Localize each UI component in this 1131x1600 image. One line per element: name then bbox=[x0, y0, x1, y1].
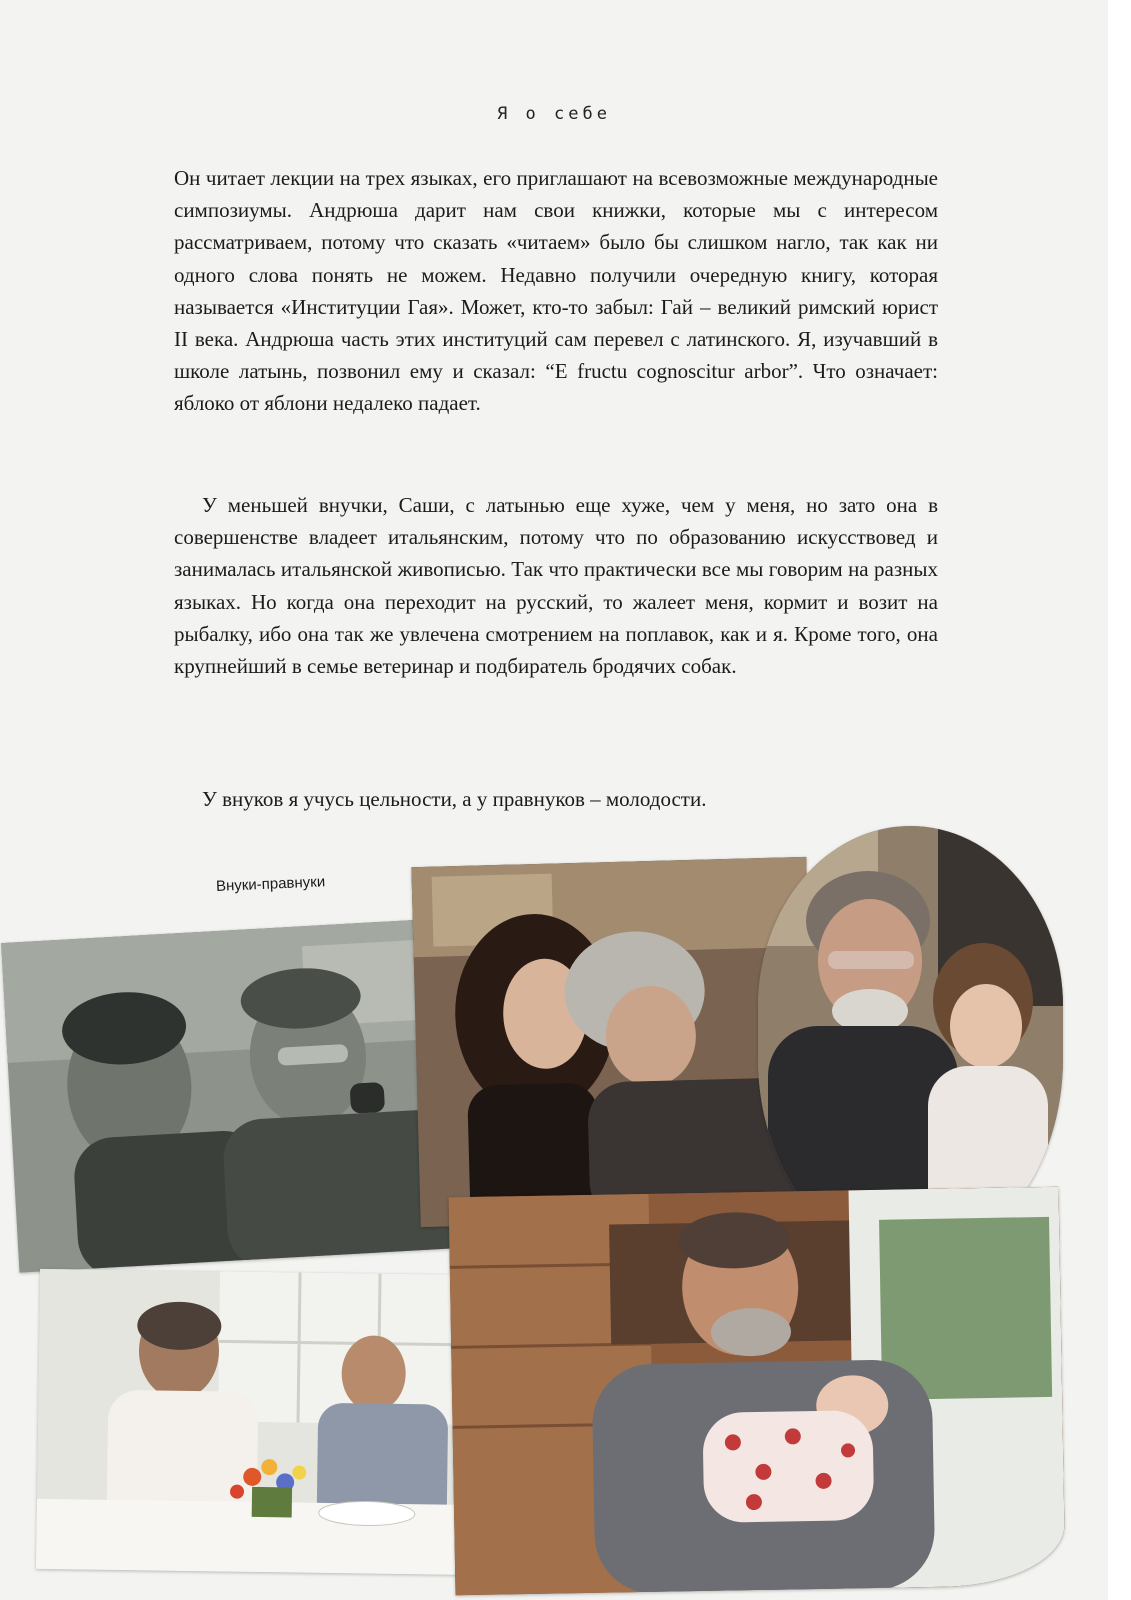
paragraph-2-text: У меньшей внучки, Саши, с латынью еще хуже, чем у меня, но зато она в совершенстве владеет итальянским, потому что по образованию искусствовед и занималась итальянской живописью. Так что практически все мы говорим на разных языках. Но когда она переходит на русский, то жалеет меня, кормит и возит на рыбалку, ибо она так же увлечена смотрением на поплавок, как и я. Кроме того, она крупнейший в семье ветеринар и подбиратель бродячих собак. bbox=[174, 493, 938, 679]
paragraph-1 bbox=[174, 162, 938, 420]
paragraph-1-text: Он читает лекции на трех языках, его приглашают на всевозможные международные симпозиумы. Андрюша дарит нам свои книжки, которые мы с интересом рассматриваем, потому что сказать «читаем» было бы слишком нагло, так как ни одного слова понять не можем. Недавно получили очередную книгу, которая называется «Институции Гая». Может, кто-то забыл: Гай – великий римский юрист II века. Андрюша часть этих институций сам перевел с латинского. Я, изучавший в школе латынь, позвонил ему и сказал: “E fructu cognoscitur arbor”. Что означает: яблоко от яблони недалеко падает. bbox=[174, 166, 938, 416]
photo-grandfather-and-grandson-dining bbox=[36, 1269, 485, 1575]
collage-caption: Внуки-правнуки bbox=[215, 873, 326, 895]
photo-collage bbox=[0, 822, 1108, 1600]
paragraph-3-text: У внуков я учусь цельности, а у правнуков – молодости. bbox=[202, 787, 707, 811]
photo-girl-and-grandfather-embrace bbox=[411, 857, 815, 1227]
photo-1-image bbox=[1, 917, 479, 1272]
running-title: Я о себе bbox=[497, 104, 611, 124]
photo-5-image bbox=[449, 1187, 1066, 1596]
photo-grandfather-holding-baby bbox=[449, 1187, 1066, 1596]
photo-grandson-and-grandfather-pipe bbox=[1, 917, 479, 1272]
paragraph-3 bbox=[174, 783, 938, 815]
photo-2-image bbox=[411, 857, 815, 1227]
photo-4-image bbox=[36, 1269, 485, 1575]
paragraph-2 bbox=[174, 489, 938, 682]
